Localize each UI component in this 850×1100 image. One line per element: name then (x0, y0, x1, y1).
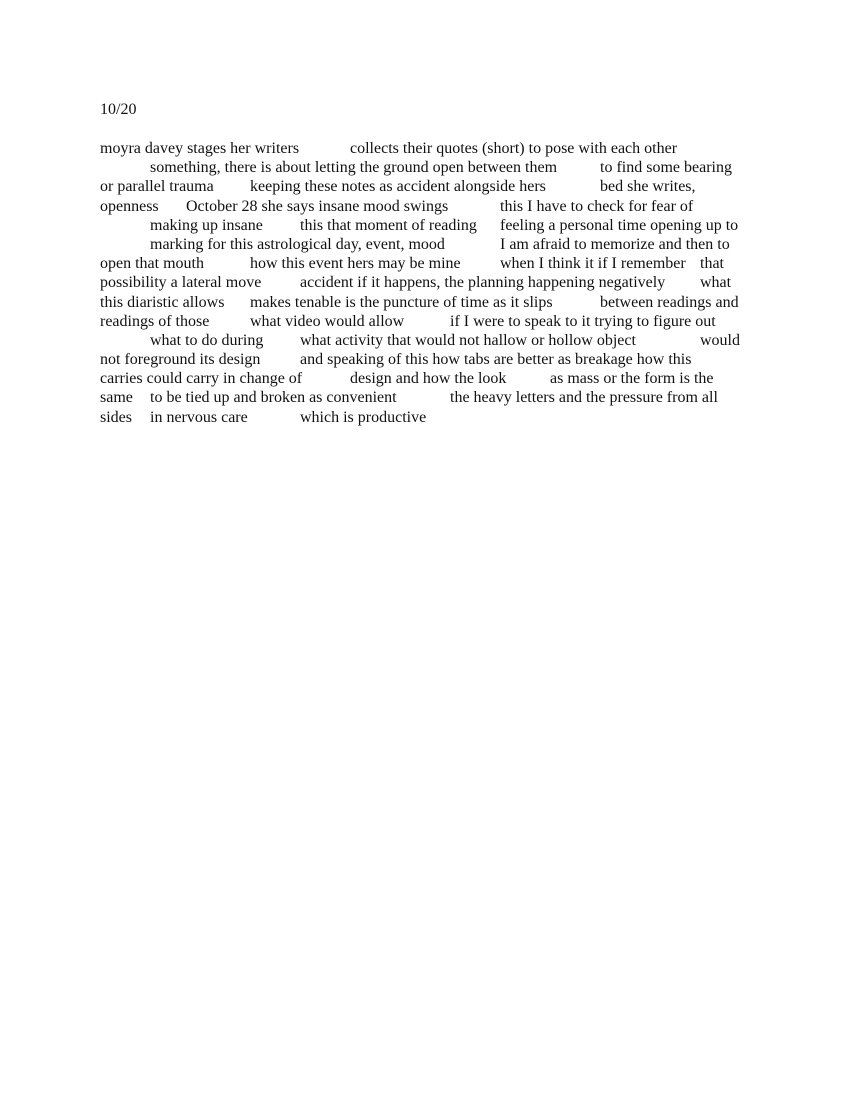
poem-line (100, 312, 760, 331)
line-segment: bed she writes, (600, 178, 696, 196)
line-segment: when I think it if I remember (500, 255, 686, 273)
line-segment: moyra davey stages her writers (100, 140, 300, 157)
line-segment: this diaristic allows (100, 293, 225, 311)
line-segment: making up insane (150, 216, 263, 234)
line-segment: I am afraid to memorize and then to (500, 235, 730, 253)
line-segment: that (700, 255, 724, 273)
line-segment: October 28 she says insane mood swings (186, 197, 449, 215)
line-segment: collects their quotes (short) to pose with each other (350, 140, 678, 157)
line-segment: makes tenable is the puncture of time as it slips (250, 293, 553, 311)
line-segment: how this event hers may be mine (250, 255, 461, 273)
line-segment: to be tied up and broken as convenient (150, 389, 397, 407)
line-segment: possibility a lateral move (100, 274, 262, 292)
poem-line (100, 331, 760, 350)
line-segment: open that mouth (100, 255, 204, 273)
poem-line (100, 235, 760, 254)
poem-line (100, 388, 760, 407)
line-segment: not foreground its design (100, 351, 261, 369)
poem-line (100, 273, 760, 292)
line-segment: accident if it happens, the planning happening negatively (300, 274, 666, 292)
line-segment: between readings and (600, 293, 739, 311)
line-segment: which is productive (300, 408, 427, 426)
poem-line (100, 408, 760, 427)
poem-line (100, 350, 760, 369)
poem-line (100, 216, 760, 235)
line-segment: to find some bearing (600, 159, 732, 177)
line-segment: sides (100, 408, 132, 426)
poem-line (100, 177, 760, 196)
poem-line (100, 158, 760, 177)
line-segment: the heavy letters and the pressure from all (450, 389, 718, 407)
line-segment: and speaking of this how tabs are better as breakage how this (300, 351, 692, 369)
line-segment: same (100, 389, 133, 407)
line-segment: what (700, 274, 732, 292)
line-segment: in nervous care (150, 408, 248, 426)
line-segment: feeling a personal time opening up to (500, 216, 739, 234)
line-segment: would (700, 331, 740, 349)
line-segment: keeping these notes as accident alongside hers (250, 178, 546, 196)
line-segment: this I have to check for fear of (500, 197, 694, 215)
poem-line (100, 139, 760, 158)
entry-date: 10/20 (100, 101, 137, 118)
line-segment: what activity that would not hallow or hollow object (300, 331, 636, 349)
poem-body (100, 139, 760, 427)
line-segment: marking for this astrological day, event, mood (150, 235, 445, 253)
line-segment: carries could carry in change of (100, 370, 303, 388)
line-segment: something, there is about letting the ground open between them (150, 159, 558, 177)
poem-line (100, 293, 760, 312)
poem-line (100, 197, 760, 216)
line-segment: what to do during (150, 331, 264, 349)
poem-line (100, 254, 760, 273)
line-segment: openness (100, 197, 159, 215)
line-segment: design and how the look (350, 370, 507, 388)
line-segment: readings of those (100, 312, 210, 330)
line-segment: if I were to speak to it trying to figure out (450, 312, 716, 330)
line-segment: as mass or the form is the (550, 370, 714, 388)
line-segment: this that moment of reading (300, 216, 477, 234)
poem-line (100, 369, 760, 388)
line-segment: what video would allow (250, 312, 405, 330)
line-segment: or parallel trauma (100, 178, 214, 196)
